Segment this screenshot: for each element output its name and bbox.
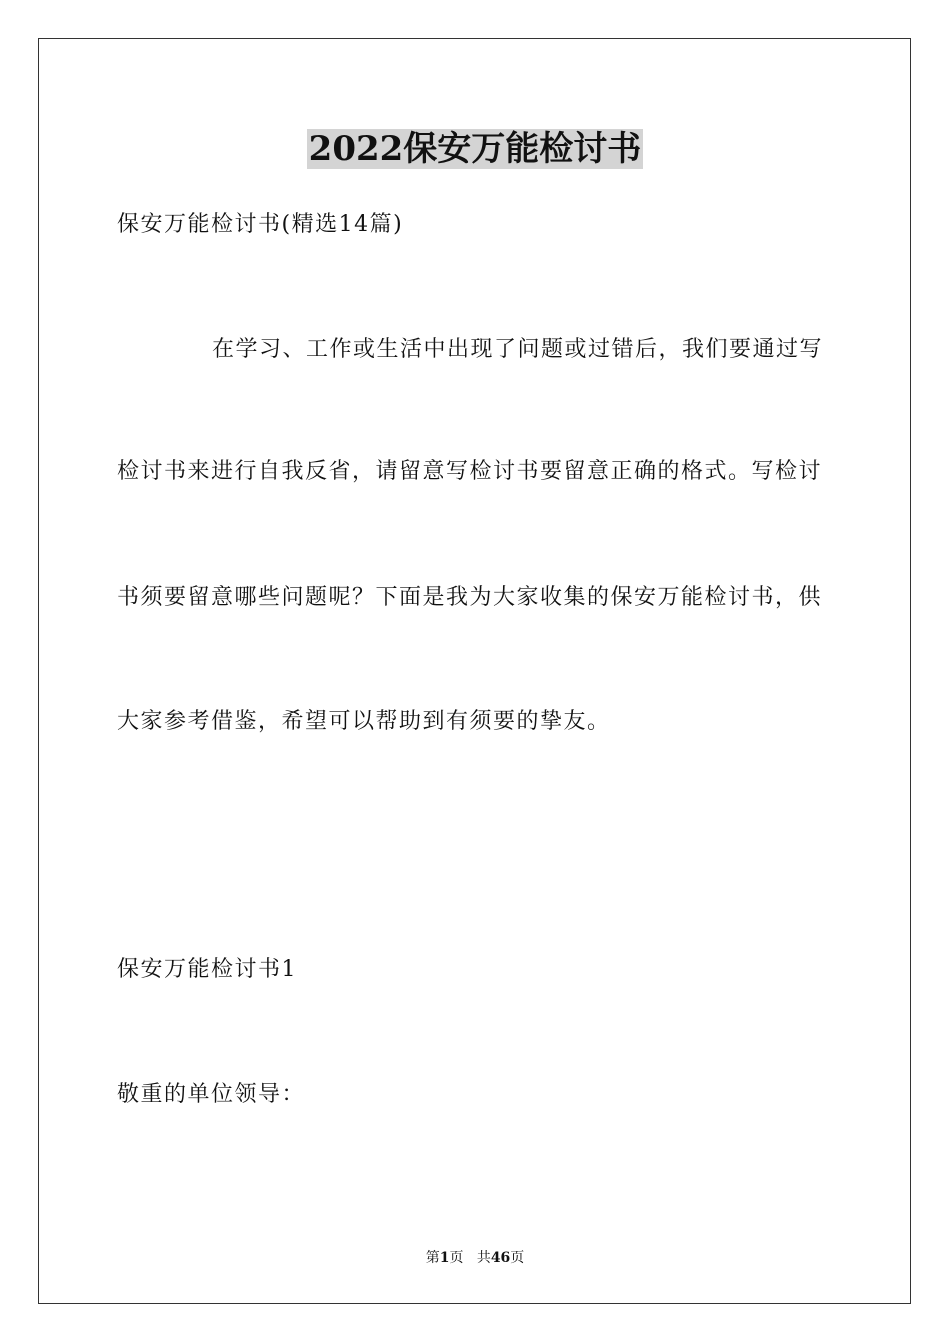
total-suffix: 页 [510, 1250, 525, 1266]
intro-line-1: 在学习、工作或生活中出现了问题或过错后，我们要通过写 [212, 337, 824, 362]
document-title [0, 126, 950, 172]
intro-line-4: 大家参考借鉴，希望可以帮助到有须要的挚友。 [117, 709, 611, 734]
intro-line-2: 检讨书来进行自我反省，请留意写检讨书要留意正确的格式。写检讨 [117, 459, 823, 484]
total-pages: 46 [490, 1250, 511, 1266]
document-subtitle: 保安万能检讨书(精选14篇) [117, 212, 404, 237]
document-title-text: 2022保安万能检讨书 [308, 129, 642, 169]
page-footer [0, 1248, 950, 1268]
page-suffix: 页 [449, 1250, 464, 1266]
intro-line-3: 书须要留意哪些问题呢？下面是我为大家收集的保安万能检讨书，供 [117, 585, 823, 610]
salutation: 敬重的单位领导： [117, 1082, 306, 1107]
page-prefix: 第 [425, 1250, 440, 1266]
total-prefix: 共 [476, 1250, 491, 1266]
page-number: 1 [439, 1250, 450, 1266]
section-heading: 保安万能检讨书1 [117, 957, 297, 982]
